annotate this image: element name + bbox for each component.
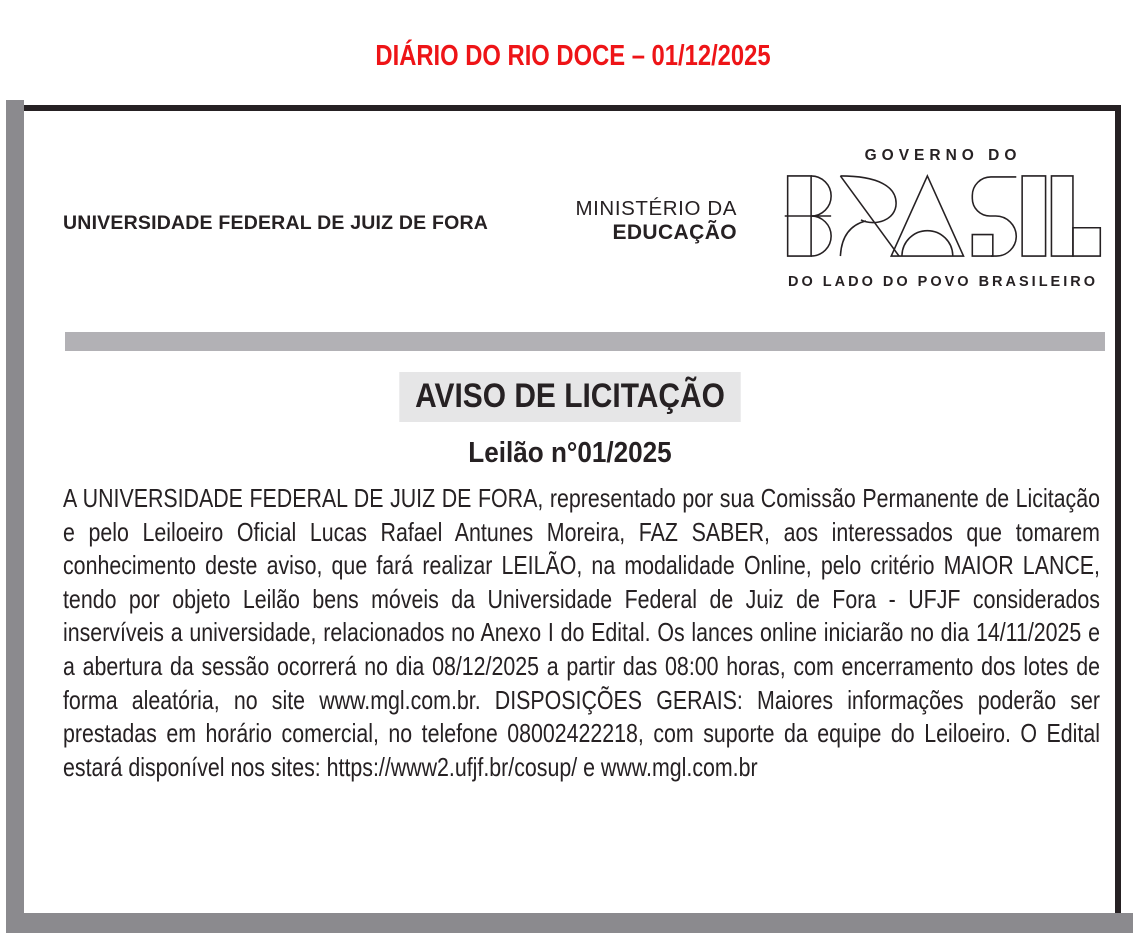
gov-tagline: DO LADO DO POVO BRASILEIRO [787,274,1098,290]
notice-subtitle: Leilão n°01/2025 [467,437,672,469]
ministry-line2: EDUCAÇÃO [612,221,737,244]
brasil-wordmark-icon [784,174,1102,259]
university-name: UNIVERSIDADE FEDERAL DE JUIZ DE FORA [63,212,489,234]
ministry-line1: MINISTÉRIO DA [575,197,737,220]
divider-bar [65,332,1105,351]
notice-frame [24,105,1121,913]
notice-title-row [24,372,1115,422]
notice-subtitle-row [24,437,1115,469]
notice-title: AVISO DE LICITAÇÃO [399,372,740,422]
ministry-block [474,197,737,245]
newspaper-masthead: DIÁRIO DO RIO DOCE – 01/12/2025 [375,40,771,72]
governo-do-brasil-logo [782,147,1104,290]
notice-body: A UNIVERSIDADE FEDERAL DE JUIZ DE FORA, representado por sua Comissão Permanente de Licitação e pelo Leiloeiro Oficial Lucas Rafael Antunes Moreira, FAZ SABER, aos interessados que tomarem conhecimento deste aviso, que fará realizar LEILÃO, na modalidade Online, pelo critério MAIOR LANCE, tendo por objeto Leilão bens móveis da Universidade Federal de Juiz de Fora - UFJF considerados inservíveis a universidade, relacionados no Anexo I do Edital. Os lances online iniciarão no dia 14/11/2025 e a abertura da sessão ocorrerá no dia 08/12/2025 a partir das 08:00 horas, com encerramento dos lotes de forma aleatória, no site www.mgl.com.br. DISPOSIÇÕES GERAIS: Maiores informações poderão ser prestadas em horário comercial, no telefone 08002422218, com suporte da equipe do Leiloeiro. O Edital estará disponível nos sites: https://www2.ufjf.br/cosup/ e www.mgl.com.br [63,483,1100,782]
governo-do-label: GOVERNO DO [864,147,1022,164]
